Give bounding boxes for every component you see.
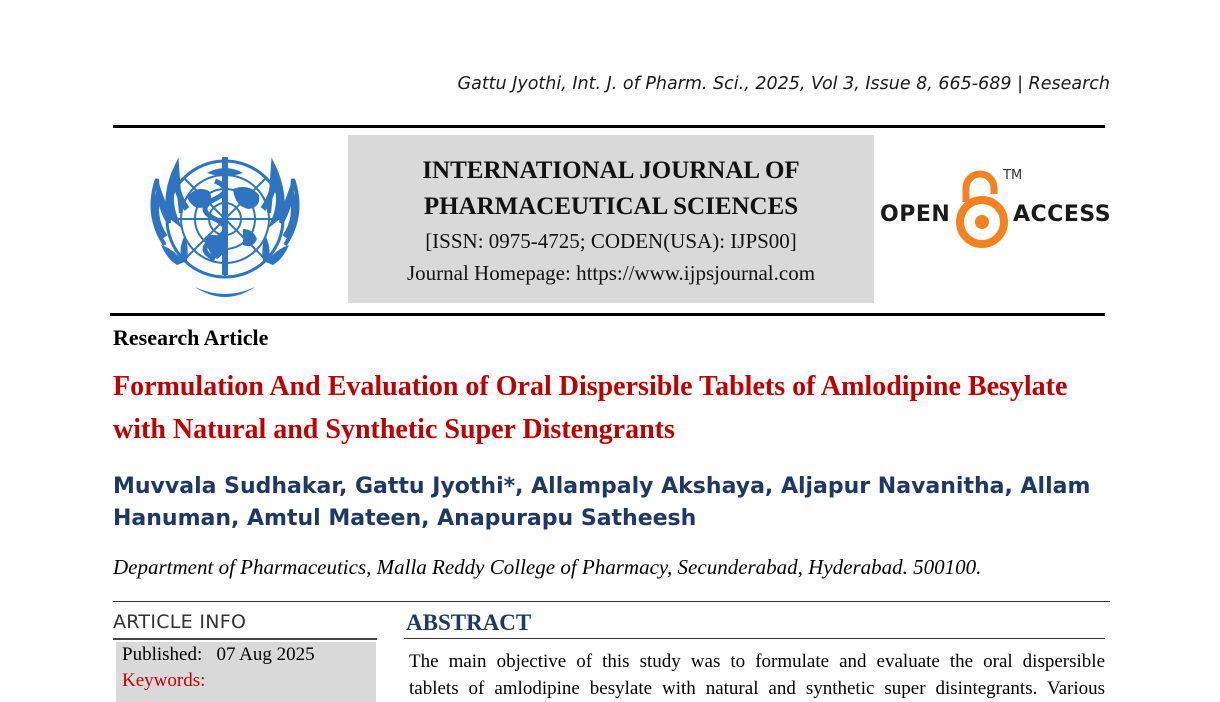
published-label: Published: — [122, 644, 203, 665]
article-info-rule — [113, 638, 377, 640]
journal-name-line2: PHARMACEUTICAL SCIENCES — [423, 193, 799, 220]
published-row — [122, 644, 315, 666]
article-info-heading: ARTICLE INFO — [113, 611, 247, 633]
open-access-trademark: TM — [1003, 168, 1023, 183]
abstract-line-2: tablets of amlodipine besylate with natural and synthetic super disintegrants. Various — [409, 678, 1105, 699]
article-affiliation: Department of Pharmaceutics, Malla Reddy College of Pharmacy, Secunderabad, Hyderabad. 500100. — [113, 555, 982, 579]
journal-homepage: Journal Homepage: https://www.ijpsjournal.com — [406, 261, 816, 285]
citation-line: Gattu Jyothi, Int. J. of Pharm. Sci., 2025, Vol 3, Issue 8, 665-689 | Research — [457, 74, 1110, 94]
abstract-line-1: The main objective of this study was to formulate and evaluate the oral dispersible — [409, 651, 1105, 672]
article-title: Formulation And Evaluation of Oral Dispersible Tablets of Amlodipine Besylate with Natural and Synthetic Super Distengrants — [113, 371, 1068, 445]
journal-issn: [ISSN: 0975-4725; CODEN(USA): IJPS00] — [425, 229, 797, 253]
open-access-open-text: OPEN — [880, 202, 951, 227]
abstract-heading: ABSTRACT — [406, 610, 532, 635]
article-type: Research Article — [113, 325, 269, 350]
abstract-text — [409, 648, 1105, 702]
keywords-label: Keywords: — [122, 670, 206, 691]
published-date: 07 Aug 2025 — [216, 644, 315, 665]
open-access-access-text: ACCESS — [1013, 202, 1112, 227]
header-bottom-rule — [110, 313, 1105, 316]
journal-header-box — [348, 135, 874, 303]
article-authors: Muvvala Sudhakar, Gattu Jyothi*, Allampaly Akshaya, Aljapur Navanitha, Allam Hanuman, Amtul Mateen, Anapurapu Satheesh — [113, 474, 1091, 531]
journal-name-line1: INTERNATIONAL JOURNAL OF — [422, 157, 800, 184]
top-rule — [113, 125, 1105, 128]
abstract-rule — [404, 638, 1105, 639]
open-access-badge — [880, 168, 1110, 253]
section-divider — [113, 601, 1110, 602]
journal-emblem-icon — [125, 137, 325, 307]
